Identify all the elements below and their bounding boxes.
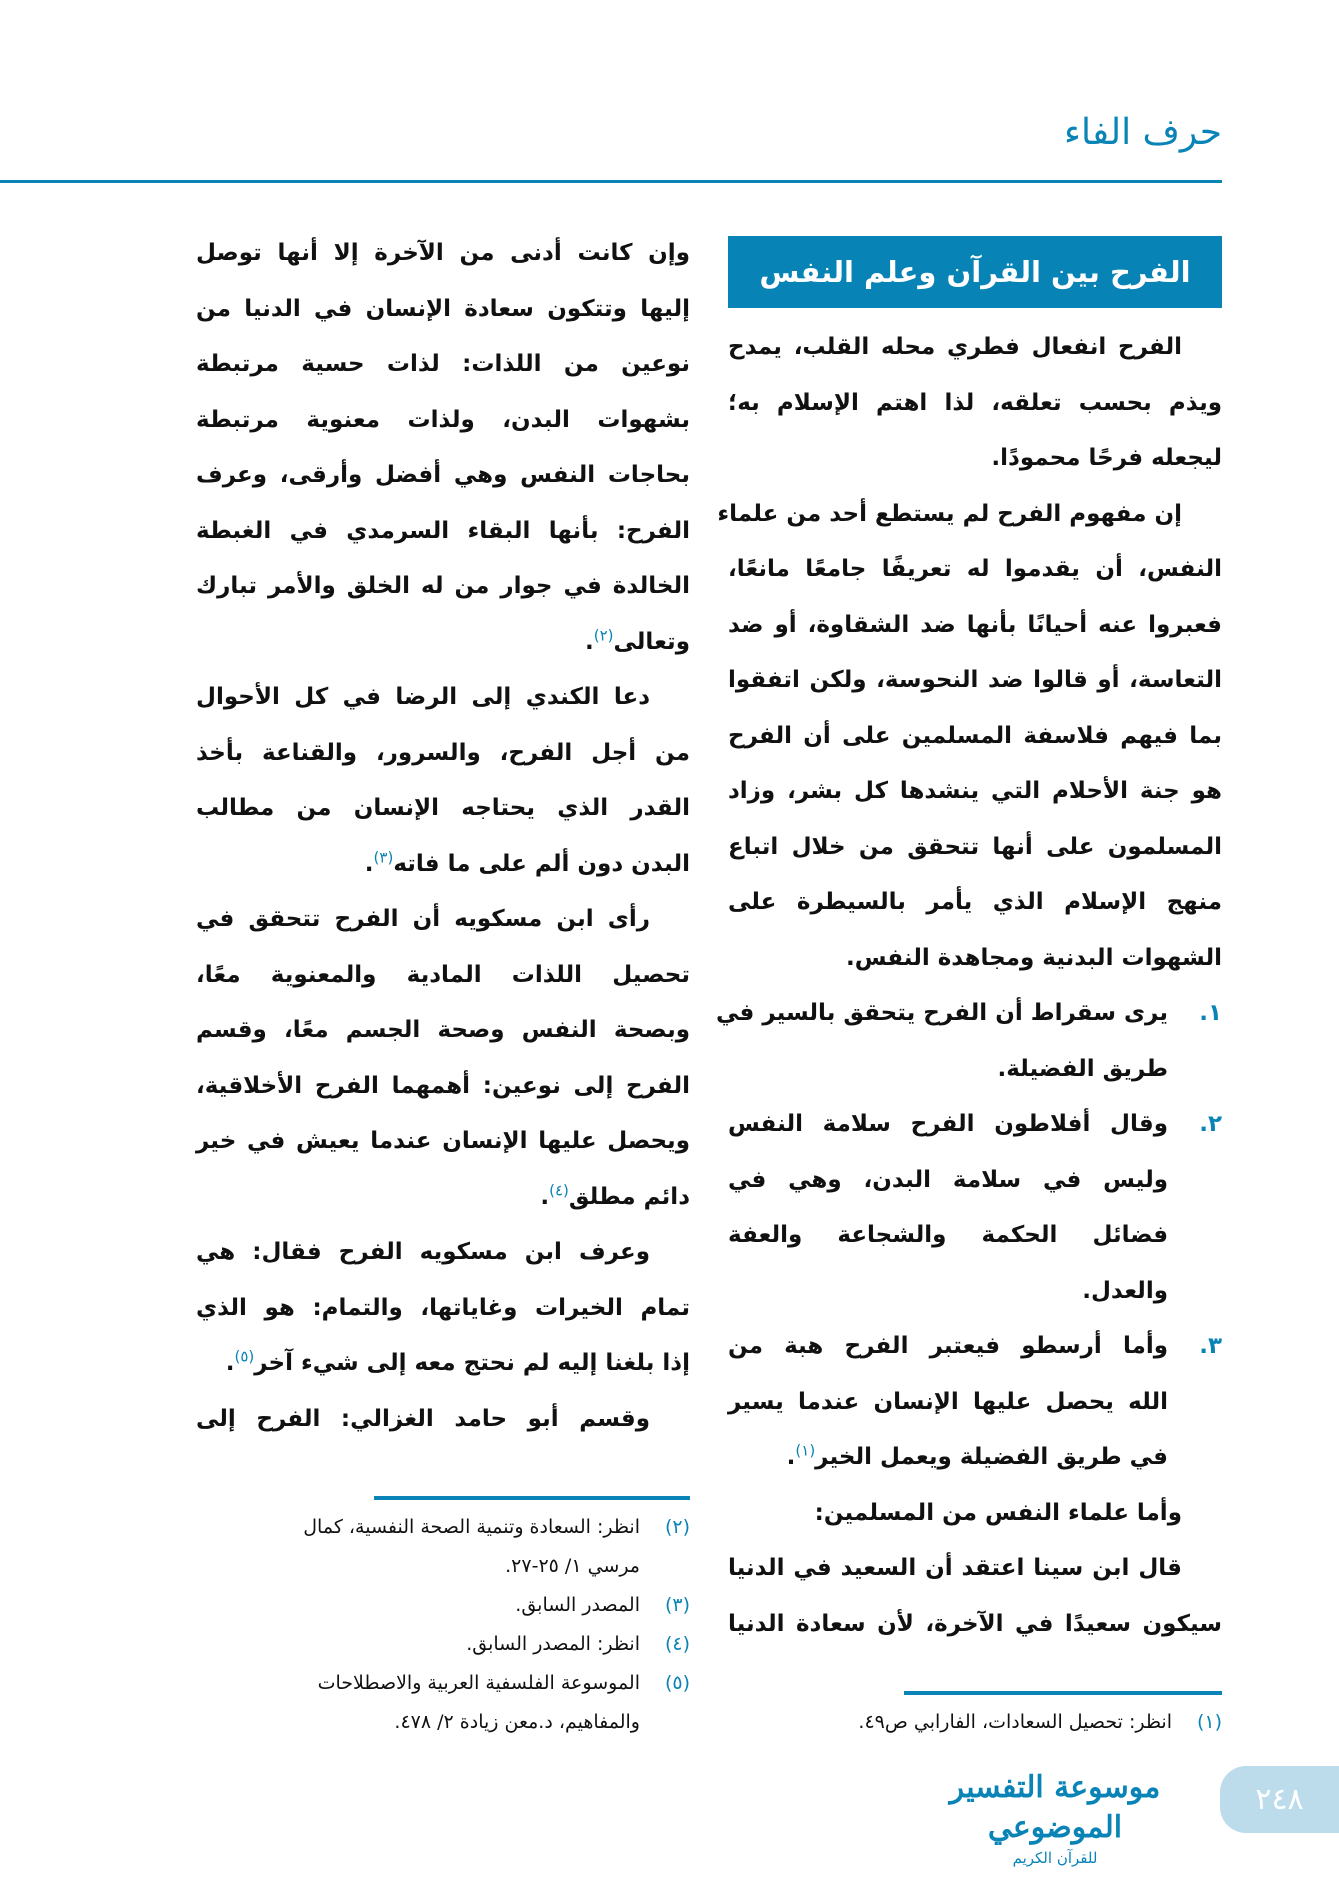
- footnote-ref: (٤): [549, 1180, 569, 1199]
- line-text: هو جنة الأحلام التي ينشدها كل بشر، وزاد: [728, 778, 1222, 804]
- line-text: فعبروا عنه أحيانًا بأنها ضد الشقاوة، أو ضد: [728, 611, 1222, 638]
- line-text: تمام الخيرات وغاياتها، والتمام: هو الذي: [196, 1294, 690, 1321]
- paragraph-line: [196, 558, 690, 614]
- paragraph-line: [728, 652, 1222, 708]
- line-text: وليس في سلامة البدن، وهي في: [728, 1166, 1168, 1193]
- page-number: ٢٤٨: [1220, 1766, 1339, 1833]
- footnote-ref: (٥): [234, 1347, 255, 1366]
- list-item-line: [728, 1041, 1168, 1097]
- line-text: النفس، أن يقدموا له تعريفًا جامعًا مانعًا،: [728, 556, 1222, 582]
- line-tail: .: [585, 628, 594, 655]
- line-text: البدن دون ألم على ما فاته: [393, 850, 690, 877]
- footnote-number: (٢): [664, 1516, 690, 1538]
- line-text: من أجل الفرح، والسرور، والقناعة بأخذ: [196, 739, 690, 766]
- paragraph-line: [196, 1058, 690, 1114]
- paragraph-line: [196, 503, 690, 559]
- paragraph-line: [196, 1113, 690, 1169]
- logo-subtitle: للقرآن الكريم: [1012, 1849, 1098, 1867]
- paragraph-line: [728, 597, 1222, 653]
- footnote-ref: (٣): [373, 847, 394, 866]
- line-text: الفرح: بأنها البقاء السرمدي في الغبطة: [196, 517, 690, 544]
- footnote-rule-left: [374, 1496, 690, 1500]
- line-text: بما فيهم فلاسفة المسلمين على أن الفرح: [728, 722, 1222, 749]
- line-text: وإن كانت أدنى من الآخرة إلا أنها توصل: [196, 240, 690, 266]
- paragraph-line: [196, 1169, 690, 1225]
- paragraph-line: [717, 486, 1182, 542]
- line-text: الخالدة في جوار من له الخلق والأمر تبارك: [196, 573, 690, 599]
- line-text: رأى ابن مسكويه أن الفرح تتحقق في: [196, 906, 650, 932]
- paragraph-line: [196, 1002, 690, 1058]
- line-text: دعا الكندي إلى الرضا في كل الأحوال: [196, 684, 650, 710]
- line-text: ويحصل عليها الإنسان عندما يعيش في خير: [196, 1128, 690, 1154]
- line-text: وبصحة النفس وصحة الجسم معًا، وقسم: [196, 1017, 690, 1043]
- line-text: القدر الذي يحتاجه الإنسان من مطالب: [196, 795, 690, 821]
- list-number: ٣.: [1199, 1333, 1222, 1359]
- list-item-line: [728, 1318, 1168, 1374]
- footnote-number: (٣): [664, 1594, 690, 1616]
- line-text: طريق الفضيلة.: [997, 1055, 1168, 1082]
- line-text: وعرف ابن مسكويه الفرح فقال: هي: [196, 1239, 650, 1265]
- paragraph-line: [728, 874, 1222, 930]
- line-text: منهج الإسلام الذي يأمر بالسيطرة على: [728, 889, 1222, 915]
- list-item-line: [728, 1429, 1168, 1485]
- logo-title: موسوعة التفسير الموضوعي: [949, 1770, 1161, 1845]
- paragraph-line: [196, 1224, 650, 1280]
- footnote-text: الموسوعة الفلسفية العربية والاصطلاحات: [317, 1672, 640, 1694]
- paragraph-line: [196, 447, 690, 503]
- list-item-line: [715, 985, 1168, 1041]
- paragraph-line: [728, 763, 1222, 819]
- line-text: إن مفهوم الفرح لم يستطع أحد من علماء: [717, 500, 1182, 527]
- paragraph-line: [196, 891, 650, 947]
- line-text: بشهوات البدن، ولذات معنوية مرتبطة: [196, 406, 690, 433]
- line-text: وقسم أبو حامد الغزالي: الفرح إلى: [196, 1405, 650, 1432]
- paragraph-line: [728, 1485, 1182, 1541]
- line-text: يرى سقراط أن الفرح يتحقق بالسير في: [715, 1000, 1168, 1026]
- line-text: وتعالى: [613, 628, 690, 655]
- footnote-text: انظر: السعادة وتنمية الصحة النفسية، كمال: [303, 1516, 640, 1538]
- paragraph-line: [728, 708, 1222, 764]
- line-text: ليجعله فرحًا محمودًا.: [991, 445, 1222, 471]
- line-text: الله يحصل عليها الإنسان عندما يسير: [728, 1388, 1168, 1415]
- paragraph-line: [196, 947, 690, 1003]
- chapter-title: حرف الفاء: [1064, 112, 1222, 153]
- paragraph-line: [196, 392, 690, 448]
- footnote-ref: (٢): [593, 625, 614, 644]
- line-tail: .: [540, 1183, 550, 1210]
- list-item-line: [728, 1152, 1168, 1208]
- paragraph-line: [196, 780, 690, 836]
- line-text: نوعين من اللذات: لذات حسية مرتبطة: [196, 351, 690, 377]
- paragraph-line: [196, 669, 650, 725]
- footnote-number: (٥): [664, 1672, 690, 1694]
- line-text: ويذم بحسب تعلقه، لذا اهتم الإسلام به؛: [728, 389, 1222, 416]
- line-text: والعدل.: [1082, 1277, 1168, 1304]
- paragraph-line: [728, 430, 1222, 486]
- footnote-text: مرسي ١/ ٢٥-٢٧.: [505, 1555, 640, 1577]
- line-text: سيكون سعيدًا في الآخرة، لأن سعادة الدنيا: [728, 1610, 1222, 1637]
- line-tail: .: [786, 1444, 796, 1470]
- line-text: في طريق الفضيلة ويعمل الخير: [815, 1444, 1168, 1470]
- paragraph-line: [196, 725, 690, 781]
- list-number: ١.: [1199, 1000, 1222, 1026]
- paragraph-line: [196, 1391, 650, 1447]
- paragraph-line: [196, 1335, 690, 1391]
- line-text: بحاجات النفس وهي أفضل وأرقى، وعرف: [196, 462, 690, 488]
- line-text: دائم مطلق: [568, 1183, 690, 1210]
- list-number: ٢.: [1199, 1111, 1222, 1137]
- line-text: الفرح إلى نوعين: أهمهما الفرح الأخلاقية،: [196, 1072, 690, 1099]
- paragraph-line: [728, 319, 1182, 375]
- line-text: فضائل الحكمة والشجاعة والعفة: [728, 1222, 1168, 1248]
- paragraph-line: [196, 1280, 690, 1336]
- line-text: المسلمون على أنها تتحقق من خلال اتباع: [728, 833, 1222, 860]
- list-item-line: [728, 1207, 1168, 1263]
- section-title: الفرح بين القرآن وعلم النفس: [728, 236, 1222, 308]
- line-text: إليها وتتكون سعادة الإنسان في الدنيا من: [196, 295, 690, 322]
- line-text: تحصيل اللذات المادية والمعنوية معًا،: [196, 961, 690, 988]
- footnote-text: انظر: المصدر السابق.: [466, 1633, 640, 1655]
- encyclopedia-logo: [930, 1768, 1180, 1868]
- paragraph-line: [196, 281, 690, 337]
- paragraph-line: [728, 930, 1222, 986]
- paragraph-line: [728, 541, 1222, 597]
- list-item-line: [728, 1096, 1168, 1152]
- footnote-rule-right: [904, 1691, 1222, 1695]
- paragraph-line: [728, 375, 1222, 431]
- line-text: الفرح انفعال فطري محله القلب، يمدح: [728, 334, 1182, 360]
- line-text: الشهوات البدنية ومجاهدة النفس.: [846, 944, 1222, 971]
- list-item-line: [728, 1263, 1168, 1319]
- footnote-text: انظر: تحصيل السعادات، الفارابي ص٤٩.: [858, 1711, 1172, 1733]
- paragraph-line: [196, 614, 690, 670]
- footnote-text: المصدر السابق.: [515, 1594, 640, 1616]
- line-text: التعاسة، أو قالوا ضد النحوسة، ولكن اتفقوا: [728, 667, 1222, 693]
- paragraph-line: [196, 336, 690, 392]
- footnote-text: والمفاهيم، د.معن زيادة ٢/ ٤٧٨.: [394, 1711, 640, 1733]
- line-text: قال ابن سينا اعتقد أن السعيد في الدنيا: [728, 1555, 1182, 1581]
- footnote-number: (٤): [664, 1633, 690, 1655]
- footnote-number: (١): [1196, 1711, 1222, 1733]
- paragraph-line: [728, 1596, 1222, 1652]
- line-text: وأما أرسطو فيعتبر الفرح هبة من: [728, 1333, 1168, 1359]
- line-text: إذا بلغنا إليه لم نحتج معه إلى شيء آخر: [254, 1350, 690, 1376]
- line-text: وأما علماء النفس من المسلمين:: [814, 1499, 1182, 1526]
- paragraph-line: [728, 1540, 1182, 1596]
- header-rule: [0, 180, 1222, 183]
- paragraph-line: [196, 225, 690, 281]
- line-text: وقال أفلاطون الفرح سلامة النفس: [728, 1111, 1168, 1137]
- line-tail: .: [364, 850, 374, 877]
- list-item-line: [728, 1374, 1168, 1430]
- paragraph-line: [196, 836, 690, 892]
- line-tail: .: [225, 1350, 235, 1376]
- paragraph-line: [728, 819, 1222, 875]
- footnote-ref: (١): [795, 1441, 816, 1460]
